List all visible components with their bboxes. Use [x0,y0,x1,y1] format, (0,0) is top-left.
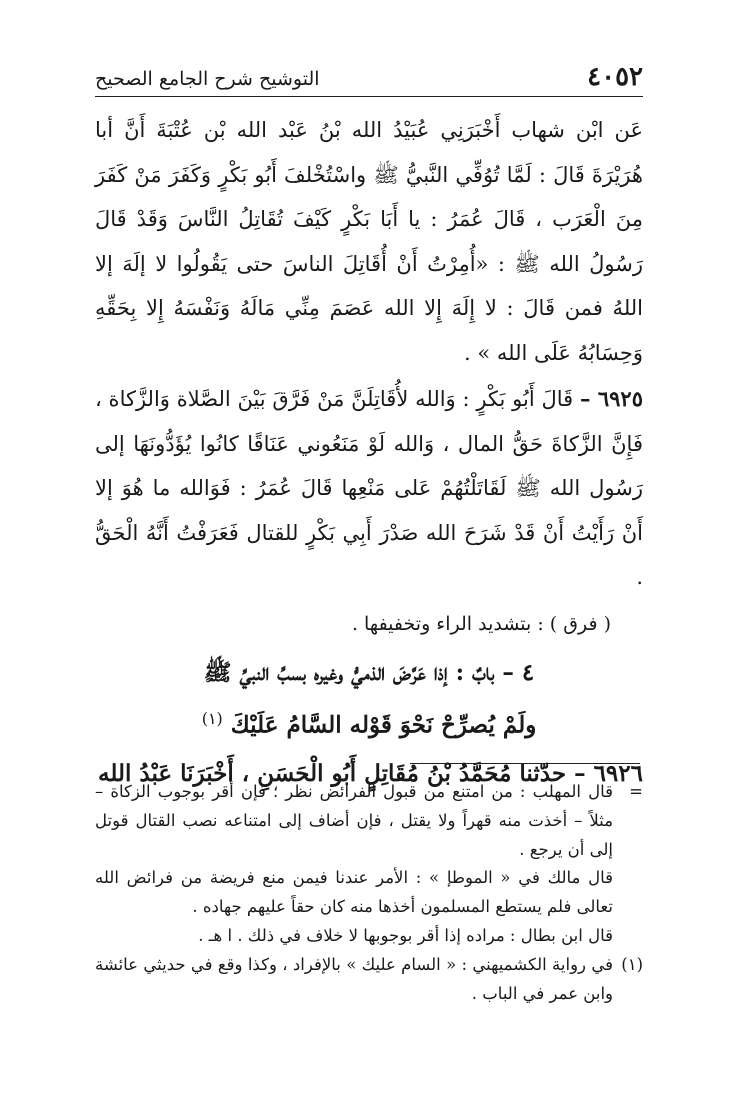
chapter-number: ٤ – [502,658,535,686]
hadith-number: ٦٩٢٥ – [579,386,643,411]
footnote-marker: (١) [201,708,223,728]
page-number: ٤٠٥٢ [587,62,643,92]
footnote-number: (١) [621,954,643,974]
footnote-continuation [95,778,643,864]
running-title: التوشيح شرح الجامع الصحيح [95,68,320,90]
hadith-number: ٦٩٢٦ – [574,760,643,788]
footnote-malik: قال مالك في « الموطإ » : الأمر عندنا فيمن منع فريضة من فرائض الله تعالى فلم يستطع المسلمون أخذها منه كان حقاً عليهم جهاده . [95,868,613,917]
chapter-heading [95,650,643,749]
chapter-subtitle: ولَمْ يُصرِّحْ نَحْوَ قَوْله السَّامُ عَلَيْكَ [230,711,537,739]
footnotes [95,778,643,1008]
hadith-text: حدّثنا مُحَمَّدُ بْنُ مُقَاتِلٍ أَبُو الْحَسَنِ ، أَخْبَرَنَا عَبْدُ الله [98,760,567,788]
main-text [95,108,643,797]
footnote-text: في رواية الكشميهني : « السام عليك » بالإفراد ، وكذا وقع في حديثي عائشة وابن عمر في الباب . [95,954,613,1003]
chapter-title-line2 [95,696,643,749]
word-note: ( فرق ) : بتشديد الراء وتخفيفها . [351,612,611,635]
page-header [95,62,643,97]
continuation-mark: = [629,782,643,801]
footnote-1 [95,951,643,1009]
chapter-title-line1 [95,650,643,696]
footnote-divider [410,763,640,764]
footnote-ibn-battal: قال ابن بطال : مراده إذا أقر بوجوبها لا خلاف في ذلك . ا هـ . [198,925,613,945]
footnote-text: قال المهلب : من امتنع من قبول الفرائض نظر ؛ فإن أقر بوجوب الزكاة – مثلاً – أخذت منه قهراً ولا يقتل ، فإن أضاف إلى امتناعه نصب القتال قوتل إلى أن يرجع . [95,782,613,859]
hadith-paragraph: عَن ابْن شهاب أَخْبَرَنِي عُبَيْدُ الله بْنُ عَبْد الله بْن عُتْبَةَ أَنَّ أبا هُرَيْرَةَ قَالَ : لَمَّا تُوُفِّي النَّبيُّ ﷺ واسْتُخْلفَ أَبُو بَكْرٍ وَكَفَرَ مَنْ كَفَرَ مِنَ الْعَرَب ، قَالَ عُمَرُ : يا أَبَا بَكْرٍ كَيْفَ تُقَاتِلُ النَّاسَ وَقَدْ قَالَ رَسُولُ الله ﷺ : «أُمِرْتُ أَنْ أُقَاتِلَ الناسَ حتى يَقُولُوا لا إلَهَ إلا اللهُ فمن قَالَ : لا إِلَهَ إِلا الله عَصَمَ مِنِّي مَالَهُ وَنَفْسَهُ إِلا بِحَقِّهِ وَحِسَابُهُ عَلَى الله » . [95,118,643,365]
chapter-title: بابٌ : إذا عَرَّضَ الذميُّ وغيره بسبِّ النبيِّ ﷺ [203,658,495,686]
hadith-6925-paragraph [95,377,643,600]
hadith-text: قَالَ أَبُو بَكْرٍ : وَالله لأُقَاتِلَنَّ مَنْ فَرَّقَ بَيْنَ الصَّلاة وَالزَّكاة ، فَإِنَّ الزَّكاةَ حَقُّ المال ، وَالله لَوْ مَنَعُوني عَنَاقًا كانُوا يُؤَدُّونَهَا إلى رَسُول الله ﷺ لَقَاتَلْتُهُمْ عَلى مَنْعِها قَالَ عُمَرُ : فَوَالله ما هُوَ إلا أَنْ رَأَيْتُ أَنْ قَدْ شَرَحَ الله صَدْرَ أَبِي بَكْرٍ للقتال فَعَرَفْتُ أَنَّهُ الْحَقُّ . [95,387,643,589]
